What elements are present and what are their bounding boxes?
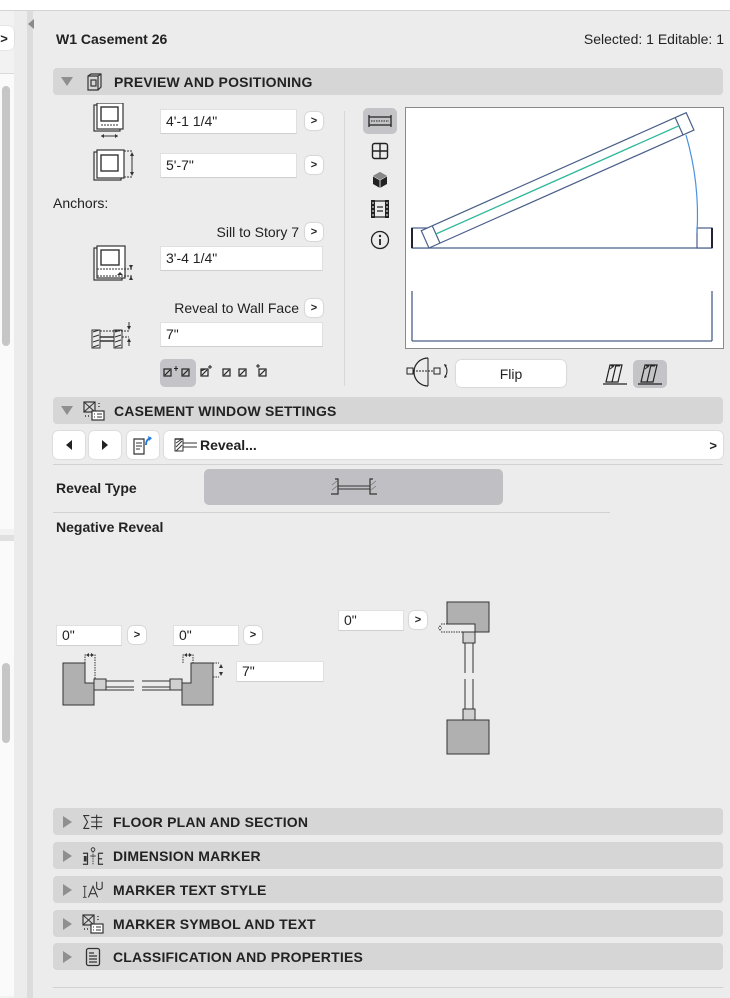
selection-info: Selected: 1 Editable: 1 <box>583 31 724 47</box>
width-input[interactable]: 4'-1 1/4" <box>160 109 297 134</box>
floor-plan-icon <box>368 114 392 128</box>
triangle-right-icon <box>63 816 72 828</box>
anchor-center-button[interactable] <box>197 359 215 387</box>
marker-symbol-icon <box>82 914 104 934</box>
anchor-interior-button[interactable] <box>254 359 272 387</box>
flip-symbol-icon <box>406 355 452 392</box>
page-selector-dropdown[interactable] <box>164 431 723 459</box>
reveal-icon <box>174 438 198 452</box>
section-header-preview-positioning[interactable] <box>53 68 723 95</box>
left-panel <box>0 11 14 998</box>
left-jamb-reveal-input[interactable]: 0" <box>56 625 122 646</box>
divider <box>0 73 14 74</box>
anchors-label: Anchors: <box>53 195 109 211</box>
left-scrollbar-bottom[interactable] <box>2 663 10 743</box>
reveal-anchor-button[interactable] <box>305 299 323 317</box>
chevron-right-icon: > <box>414 614 422 626</box>
section-header-marker-text-style[interactable] <box>53 876 723 903</box>
head-reveal-options-button[interactable] <box>409 611 427 629</box>
info-icon <box>370 230 390 250</box>
section-header-floor-plan[interactable] <box>53 808 723 835</box>
window-side-icon <box>602 362 628 386</box>
chevron-right-icon: > <box>310 226 318 238</box>
height-input[interactable]: 5'-7" <box>160 153 297 178</box>
reveal-depth-detail-input[interactable]: 7" <box>236 661 324 682</box>
sill-anchor-label: Sill to Story 7 <box>216 224 299 240</box>
floor-plan-section-icon <box>82 812 104 832</box>
triangle-right-icon <box>63 918 72 930</box>
section-title: CASEMENT WINDOW SETTINGS <box>114 402 337 419</box>
reveal-section-diagram <box>433 601 503 764</box>
3d-view-button[interactable] <box>363 167 397 193</box>
section-header-marker-symbol[interactable] <box>53 910 723 937</box>
dimension-marker-icon <box>82 846 104 866</box>
section-title: MARKER TEXT STYLE <box>113 881 267 898</box>
chevron-right-icon: > <box>310 302 318 314</box>
flip-button[interactable] <box>456 360 566 387</box>
page-selector-label: Reveal... <box>200 437 257 453</box>
triangle-down-icon <box>61 406 73 415</box>
chevron-right-icon: > <box>0 30 8 46</box>
anchor-core-interior-button[interactable] <box>235 359 253 387</box>
section-view-button[interactable] <box>363 196 397 222</box>
section-title: DIMENSION MARKER <box>113 847 261 864</box>
triangle-right-icon <box>63 850 72 862</box>
flip-label: Flip <box>499 365 523 382</box>
marker-settings-icon <box>83 401 105 421</box>
anchor-point-selector <box>160 359 273 387</box>
section-film-icon <box>370 199 390 219</box>
section-header-casement-settings[interactable] <box>53 397 723 424</box>
elevation-view-button[interactable] <box>363 138 397 164</box>
window-top-bar <box>0 0 730 11</box>
document-list-icon <box>82 947 104 967</box>
window-grid-icon <box>371 142 389 160</box>
document-export-icon <box>132 435 154 455</box>
chevron-right-icon: > <box>310 159 318 171</box>
export-settings-button[interactable] <box>127 431 159 459</box>
right-jamb-reveal-input[interactable]: 0" <box>173 625 239 646</box>
chevron-right-icon: > <box>133 629 141 641</box>
width-icon <box>92 103 126 146</box>
section-title: FLOOR PLAN AND SECTION <box>113 813 309 830</box>
reveal-anchor-label: Reveal to Wall Face <box>174 300 299 316</box>
section-title: PREVIEW AND POSITIONING <box>114 73 313 90</box>
width-options-button[interactable] <box>305 112 323 130</box>
opening-side-right-button[interactable] <box>633 360 667 388</box>
window-side-icon <box>637 362 663 386</box>
height-options-button[interactable] <box>305 156 323 174</box>
anchor-exterior-button[interactable] <box>160 359 196 387</box>
reveal-type-selector[interactable] <box>204 469 503 505</box>
cube-icon <box>371 171 389 189</box>
section-header-dimension-marker[interactable] <box>53 842 723 869</box>
section-title: MARKER SYMBOL AND TEXT <box>113 915 316 932</box>
triangle-right-icon <box>100 439 110 451</box>
left-scrollbar-top[interactable] <box>2 86 10 346</box>
page-toolbar <box>53 431 723 459</box>
section-header-classification[interactable] <box>53 943 723 970</box>
text-style-icon <box>82 880 104 900</box>
settings-panel <box>33 11 730 998</box>
right-jamb-options-button[interactable] <box>244 626 262 644</box>
height-icon <box>92 149 138 186</box>
sill-height-icon <box>92 245 136 286</box>
window-preview-canvas[interactable] <box>405 107 724 349</box>
expand-left-button[interactable] <box>0 26 14 50</box>
divider <box>53 512 610 513</box>
triangle-right-icon <box>63 884 72 896</box>
anchor-core-exterior-button[interactable] <box>217 359 235 387</box>
element-title: W1 Casement 26 <box>56 31 168 47</box>
chevron-right-icon: > <box>709 437 717 453</box>
info-view-button[interactable] <box>363 227 397 253</box>
sill-height-input[interactable]: 3'-4 1/4" <box>160 246 323 271</box>
window-box-icon <box>83 72 105 92</box>
vertical-divider <box>344 111 345 386</box>
left-jamb-options-button[interactable] <box>128 626 146 644</box>
section-title: CLASSIFICATION AND PROPERTIES <box>113 948 364 965</box>
reveal-type-icon <box>331 477 377 497</box>
left-list-bottom <box>0 541 14 996</box>
negative-reveal-label: Negative Reveal <box>56 519 164 535</box>
chevron-right-icon: > <box>310 115 318 127</box>
divider <box>53 987 723 988</box>
triangle-right-icon <box>63 951 72 963</box>
reveal-plan-diagram <box>61 651 231 714</box>
divider <box>53 464 723 465</box>
next-page-button[interactable] <box>89 431 121 459</box>
previous-page-button[interactable] <box>53 431 85 459</box>
floor-plan-view-button[interactable] <box>363 108 397 134</box>
opening-side-left-button[interactable] <box>598 360 632 388</box>
sill-anchor-button[interactable] <box>305 223 323 241</box>
triangle-down-icon <box>61 77 73 86</box>
head-reveal-input[interactable]: 0" <box>338 610 404 631</box>
reveal-depth-icon <box>91 322 135 353</box>
chevron-right-icon: > <box>249 629 257 641</box>
reveal-type-label: Reveal Type <box>56 480 137 496</box>
reveal-depth-input[interactable]: 7" <box>160 322 323 347</box>
triangle-left-icon <box>64 439 74 451</box>
